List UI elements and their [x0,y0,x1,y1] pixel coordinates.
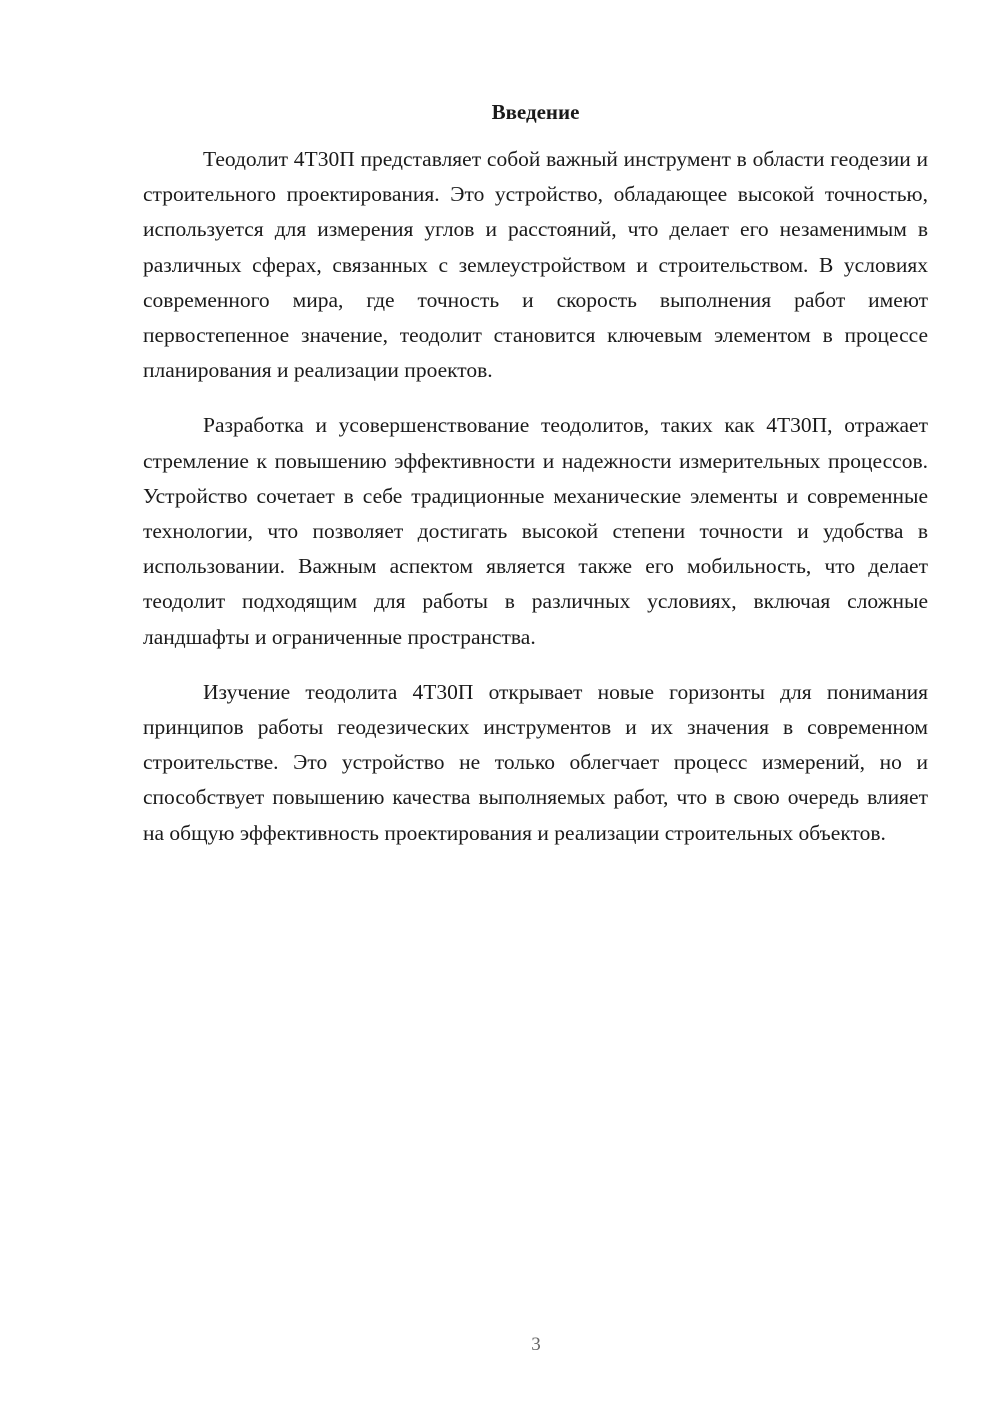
section-title: Введение [491,100,580,124]
paragraph-3: Изучение теодолита 4Т30П открывает новые горизонты для понимания принципов работы геодезических инструментов и их значения в современном строительстве. Это устройство не только облегчает процесс измерений, но и способствует повышению качества выполняемых работ, что в свою очередь влияет на общую эффективность проектирования и реализации строительных объектов. [143,679,928,845]
paragraph-1: Теодолит 4Т30П представляет собой важный инструмент в области геодезии и строительного проектирования. Это устройство, обладающее высокой точностью, используется для измерения углов и расстояний, что делает его незаменимым в различных сферах, связанных с землеустройством и строительством. В условиях современного мира, где точность и скорость выполнения работ имеют первостепенное значение, теодолит становится ключевым элементом в процессе планирования и реализации проектов. [143,147,928,383]
paragraph-2: Разработка и усовершенствование теодолитов, таких как 4Т30П, отражает стремление к повышению эффективности и надежности измерительных процессов. Устройство сочетает в себе традиционные механические элементы и современные технологии, что позволяет достигать высокой степени точности и удобства в использовании. Важным аспектом является также его мобильность, что делает теодолит подходящим для работы в различных условиях, включая сложные ландшафты и ограниченные пространства. [143,413,928,649]
page-number: 3 [531,1334,541,1355]
document-body [143,142,928,871]
